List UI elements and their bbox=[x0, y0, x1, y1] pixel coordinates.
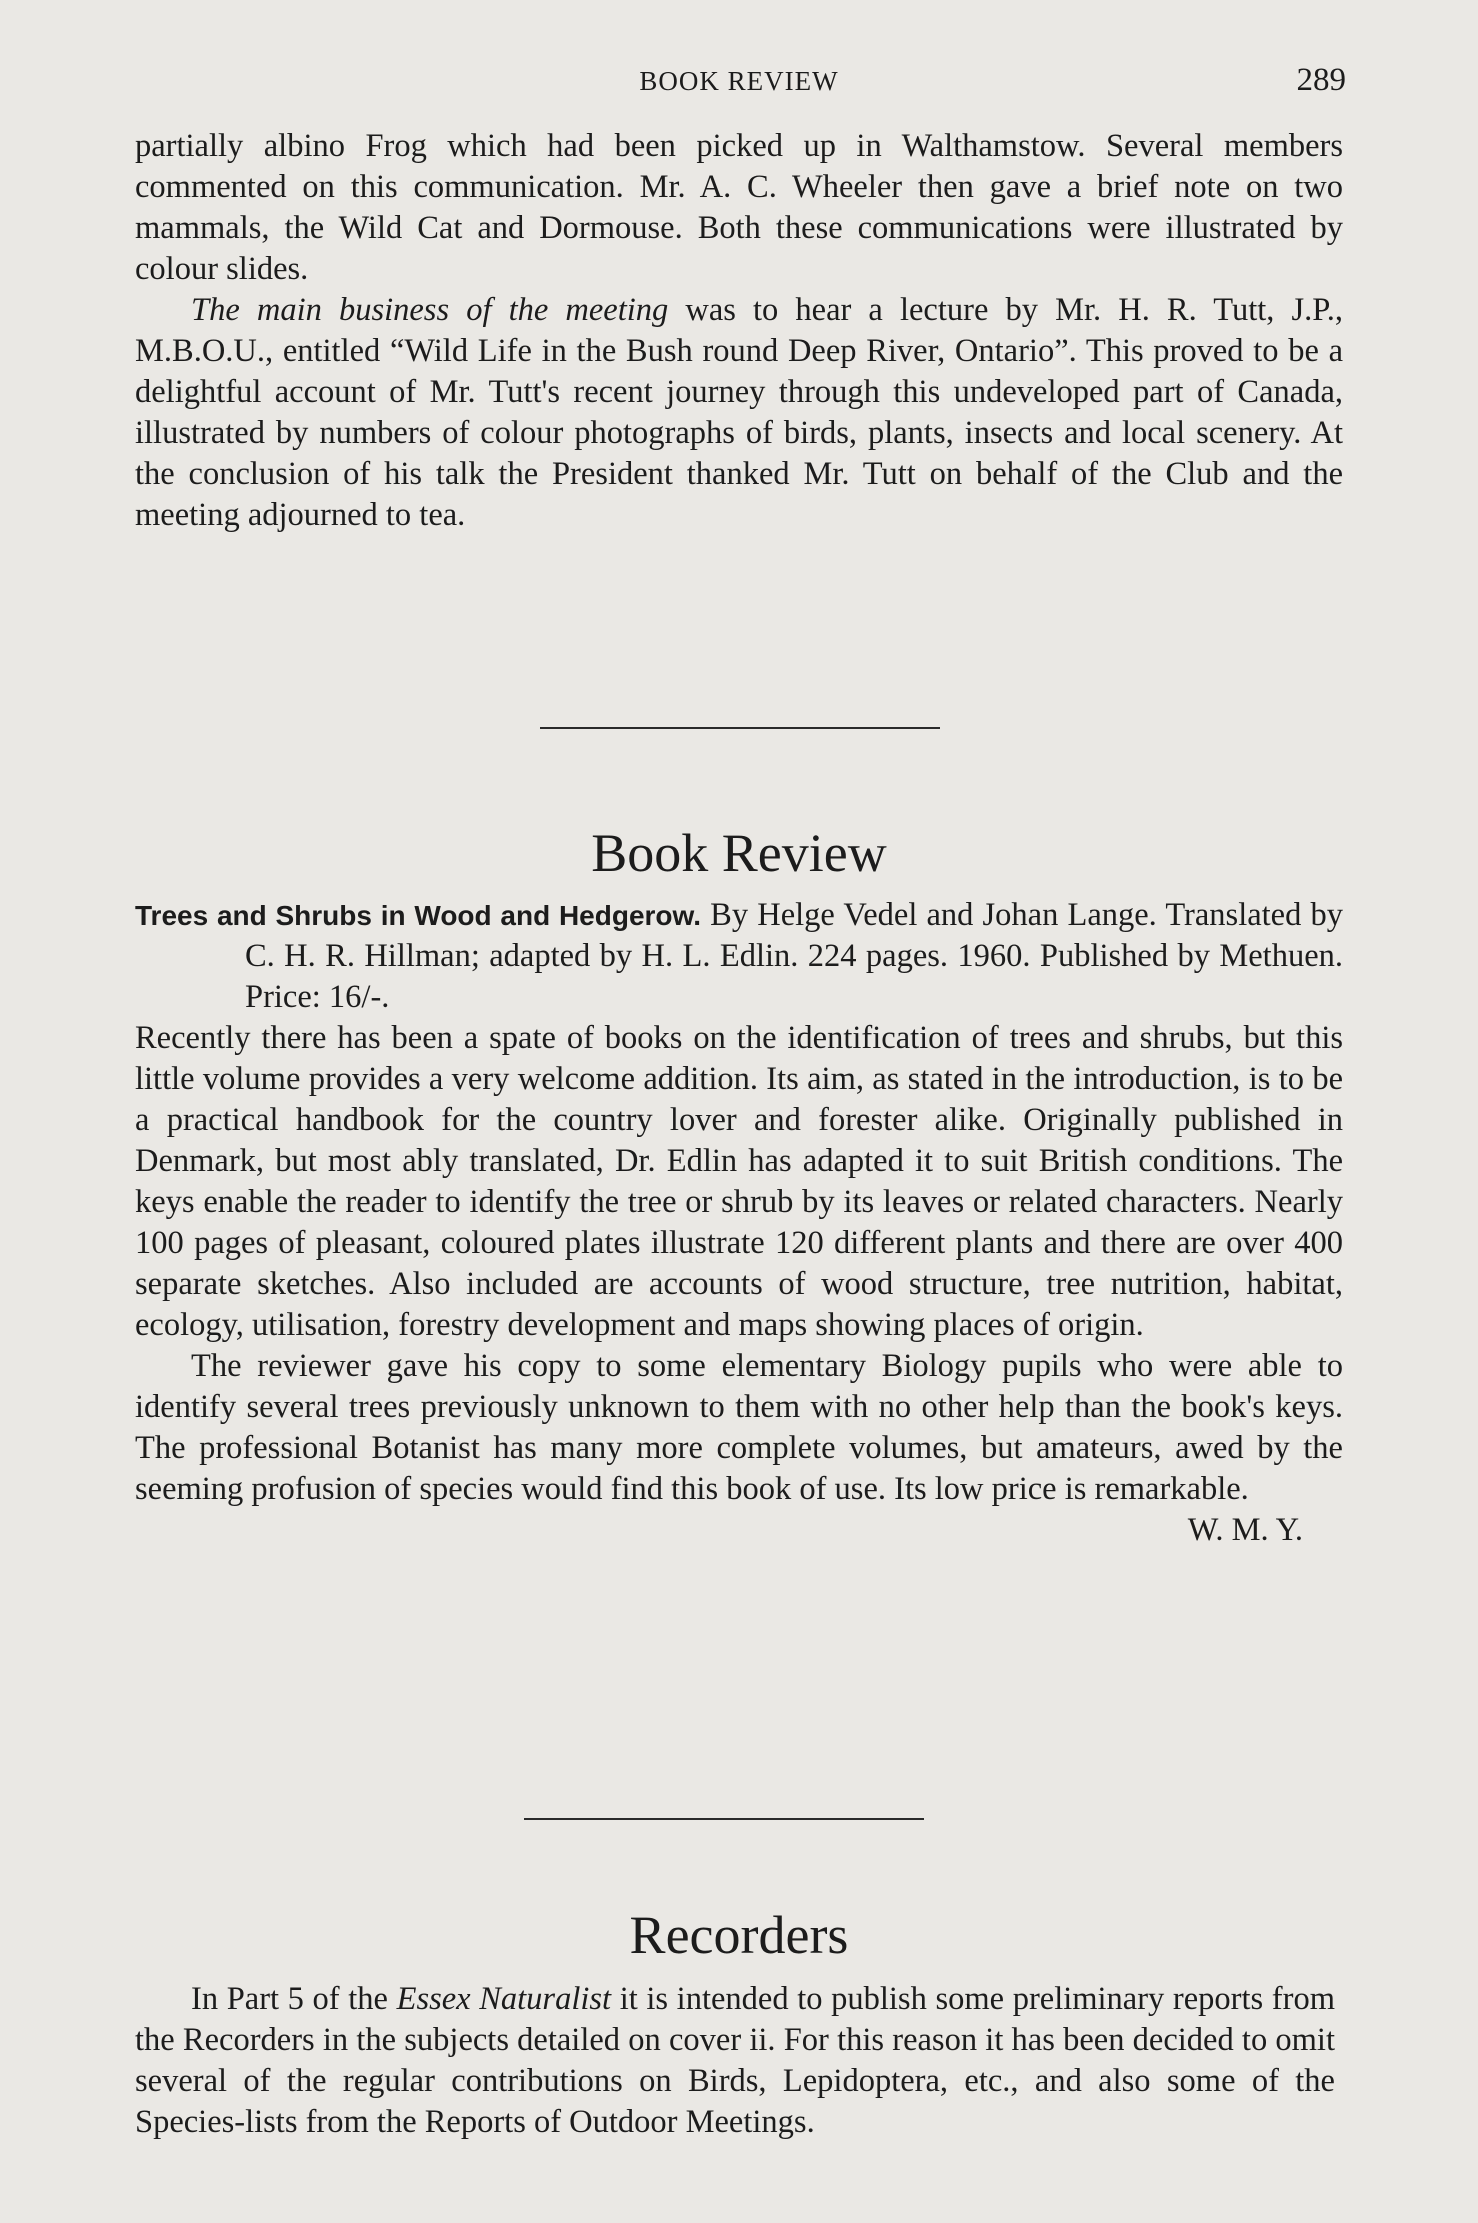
book-review-body bbox=[135, 895, 1343, 1551]
intro-paragraph-1: partially albino Frog which had been picked up in Walthamstow. Several members commented on this communication. Mr. A. C. Wheeler then gave a brief note on two mammals, the Wild Cat and Dormouse. Both these communications were illustrated by colour slides. bbox=[135, 128, 1343, 287]
journal-name: Essex Naturalist bbox=[396, 1981, 612, 2017]
review-paragraph-1: Recently there has been a spate of books on the identification of trees and shrubs, but this little volume provides a very welcome addition. Its aim, as stated in the introduction, is to be a practical handbook for the country lover and forester alike. Originally published in Denmark, but most ably translated, Dr. Edlin has adapted it to suit British conditions. The keys enable the reader to identify the tree or shrub by its leaves or related characters. Nearly 100 pages of pleasant, coloured plates illustrate 120 different plants and there are over 400 separate sketches. Also included are accounts of wood structure, tree nutrition, habitat, ecology, utilisation, forestry development and maps showing places of origin. bbox=[135, 1020, 1343, 1343]
intro-paragraph-2-rest: was to hear a lecture by Mr. H. R. Tutt, J.P., M.B.O.U., entitled “Wild Life in the Bush round Deep River, Ontario”. This proved to be a delightful account of Mr. Tutt's recent journey through this undeveloped part of Canada, illustrated by numbers of colour photographs of birds, plants, insects and local scenery. At the conclusion of his talk the President thanked Mr. Tutt on behalf of the Club and the meeting adjourned to tea. bbox=[135, 292, 1343, 533]
section-divider bbox=[524, 1818, 924, 1820]
recorders-body bbox=[135, 1979, 1335, 2143]
book-citation bbox=[135, 895, 1343, 1018]
running-title: BOOK REVIEW bbox=[639, 66, 839, 96]
running-head bbox=[0, 62, 1478, 102]
review-signature: W. M. Y. bbox=[1187, 1512, 1303, 1548]
recorders-text-before: In Part 5 of the bbox=[191, 1981, 397, 2017]
recorders-text-after: it is intended to publish some preliminary reports from the Recorders in the subjects detailed on cover ii. For this reason it has been decided to omit several of the regular contributions on Birds, Lepidoptera, etc., and also some of the Species-lists from the Reports of Outdoor Meetings. bbox=[135, 1981, 1335, 2140]
page-number: 289 bbox=[1296, 62, 1346, 98]
book-review-heading: Book Review bbox=[591, 823, 887, 883]
intro-paragraph-2 bbox=[135, 290, 1343, 536]
intro-paragraph-2-italic: The main business of the meeting bbox=[191, 292, 669, 328]
review-paragraph-2: The reviewer gave his copy to some elementary Biology pupils who were able to identify several trees previously unknown to them with no other help than the book's keys. The professional Botanist has many more complete volumes, but amateurs, awed by the seeming profusion of species would find this book of use. Its low price is remarkable. bbox=[135, 1348, 1343, 1507]
recorders-heading: Recorders bbox=[629, 1905, 849, 1965]
meeting-report bbox=[135, 126, 1343, 536]
recorders-paragraph bbox=[135, 1979, 1335, 2143]
section-divider bbox=[540, 727, 940, 729]
book-title: Trees and Shrubs in Wood and Hedgerow. bbox=[135, 900, 702, 931]
citation-details: By Helge Vedel and Johan Lange. Translated by C. H. R. Hillman; adapted by H. L. Edlin. 224 pages. 1960. Published by Methuen. Price: 16/-. bbox=[245, 897, 1343, 1015]
